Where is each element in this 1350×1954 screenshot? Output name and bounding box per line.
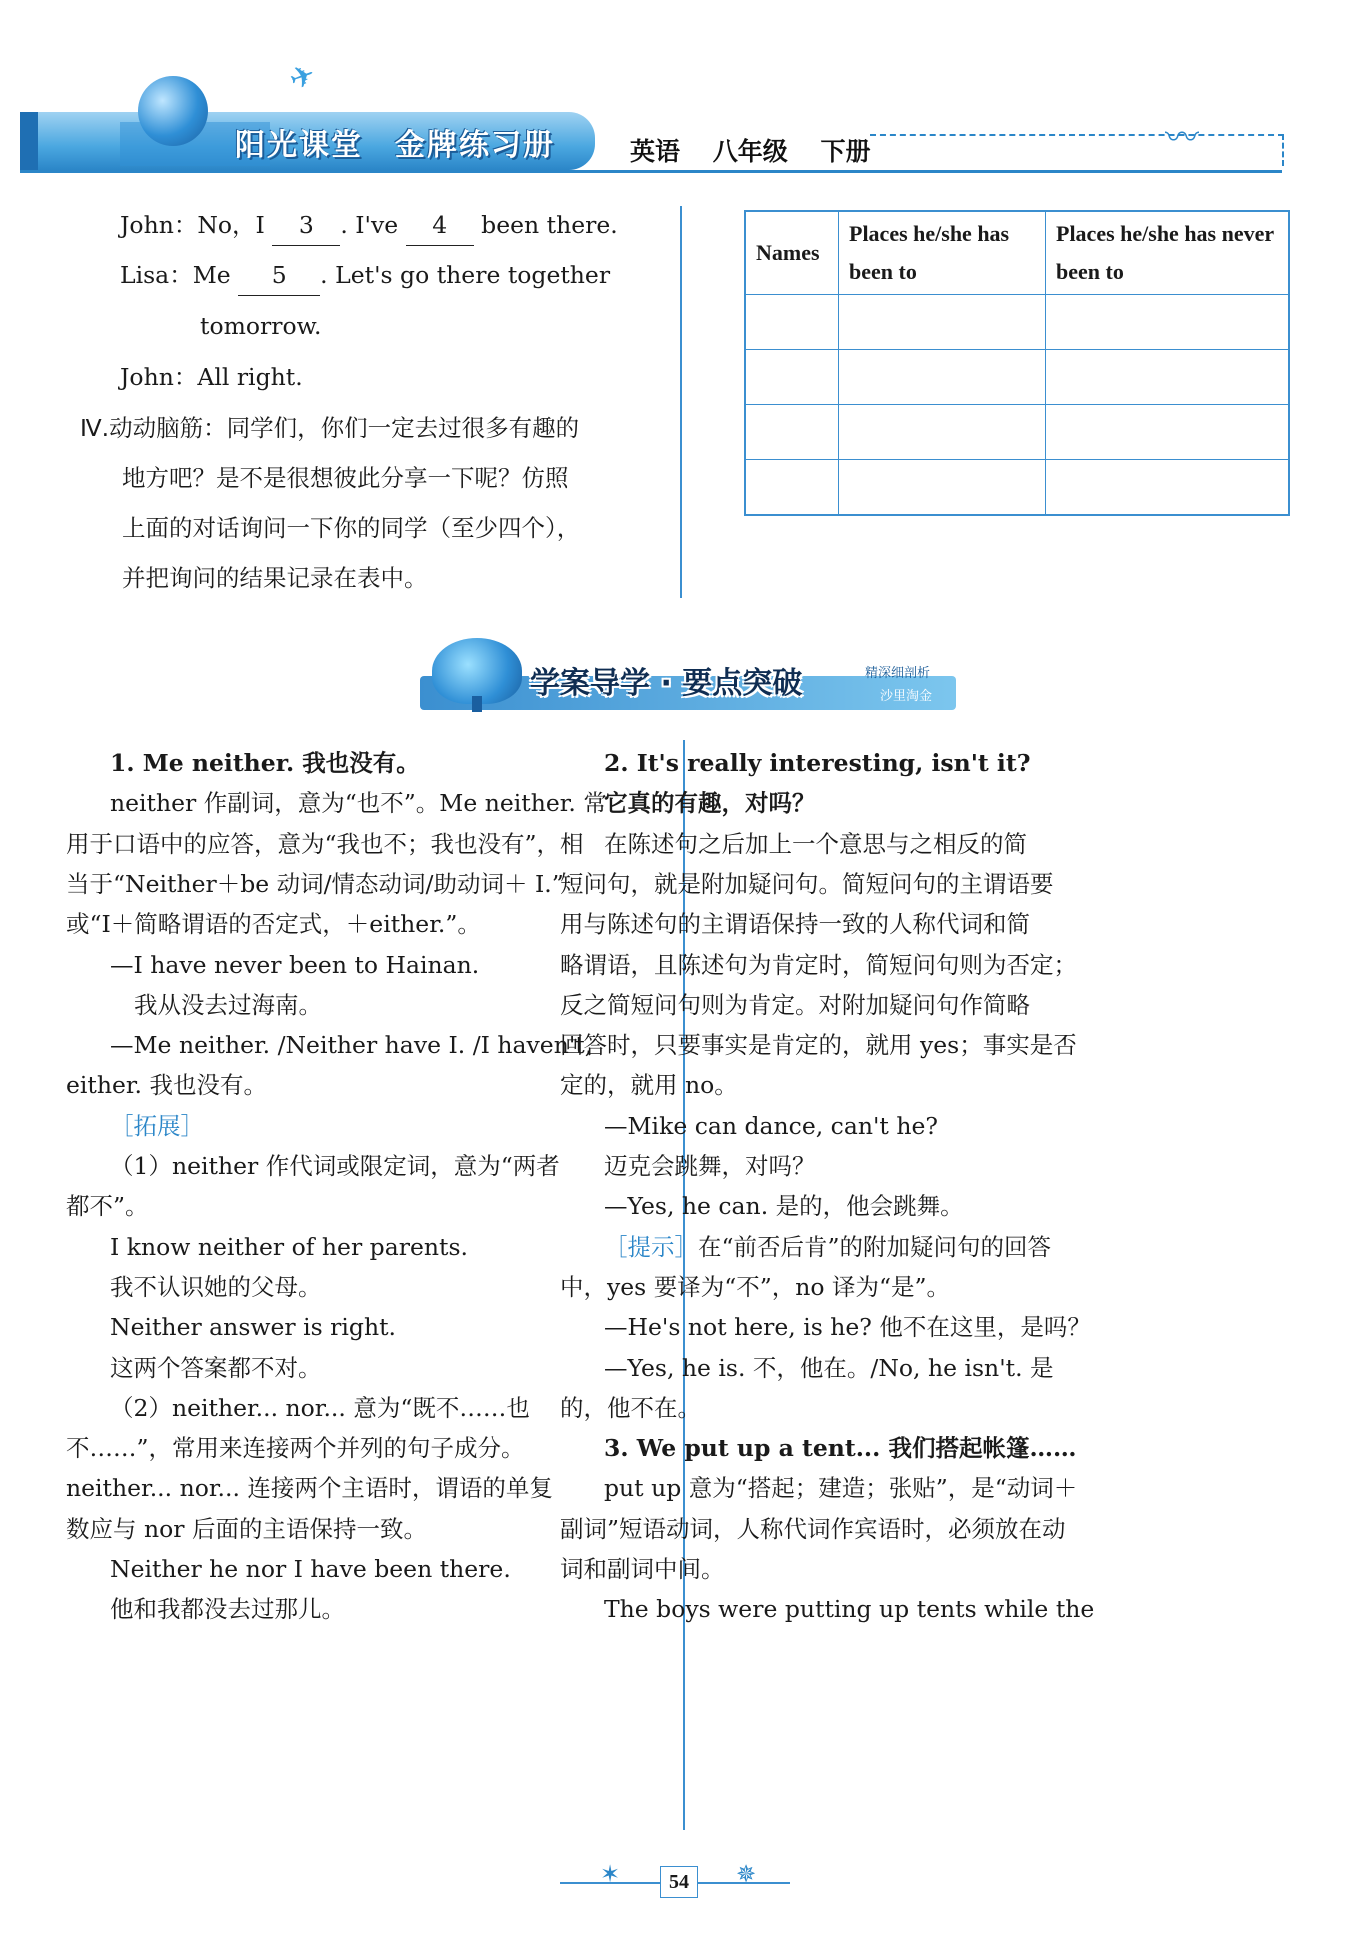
text-line: The boys were putting up tents while the [604,1595,1095,1624]
dialogue-text: All right. [197,363,303,391]
text-line: ［提示］在“前否后肯”的附加疑问句的回答 [604,1232,1052,1261]
table-cell[interactable] [1046,405,1290,460]
tree-trunk [472,696,482,712]
text-line: 的，他不在。 [560,1393,701,1422]
dialogue-line-3: tomorrow. [200,312,322,340]
text-line: neither... nor... 连接两个主语时，谓语的单复 [66,1474,553,1503]
subject-label: 英语 [630,137,681,166]
text-line: I know neither of her parents. [110,1232,468,1261]
page-number: 54 [660,1866,698,1898]
table-cell[interactable] [839,460,1046,516]
text-line: 反之简短问句则为肯定。对附加疑问句作简略 [560,990,1030,1019]
dialogue-text: been there. [481,211,618,239]
series-title: 阳光课堂 金牌练习册 [235,128,555,163]
star-icon: ✶ [600,1860,621,1888]
globe-icon [138,76,208,146]
header-dashed-frame [870,134,1284,166]
tip-tag: ［提示］ [604,1232,698,1261]
text-line: Neither answer is right. [110,1313,396,1342]
table-cell[interactable] [1046,460,1290,516]
text-line: （1）neither 作代词或限定词，意为“两者 [110,1152,560,1180]
section-banner [420,652,956,714]
section-subtitle-1: 精深细剖析 [865,666,931,681]
dialogue-text: . I've [340,211,399,239]
text-line: neither 作副词，意为“也不”。Me neither. 常 [110,789,607,818]
page-footer [560,1860,790,1900]
paper-plane-icon: ✈ [284,56,321,99]
answer-blank: 3 [272,205,340,246]
text-line: 定的，就用 no。 [560,1071,738,1100]
text-line: Neither he nor I have been there. [110,1555,511,1583]
text-line: 或“I＋简略谓语的否定式，＋either.”。 [66,910,481,939]
text-line: put up 意为“搭起；建造；张贴”，是“动词＋ [604,1474,1078,1503]
text-line: 不……”，常用来连接两个并列的句子成分。 [66,1434,525,1463]
table-header-never-been-to: Places he/she has never been to [1046,211,1290,295]
table-cell[interactable] [745,460,839,516]
text-line: either. 我也没有。 [66,1071,268,1100]
table-cell[interactable] [745,350,839,405]
table-cell[interactable] [839,350,1046,405]
table-cell[interactable] [1046,350,1290,405]
answer-blank: 4 [406,205,474,246]
table-header-been-to: Places he/she has been to [839,211,1046,295]
top-column-divider [680,206,682,598]
record-table [744,210,1290,516]
header-rule [20,170,1282,173]
text-line: 他和我都没去过那儿。 [110,1595,345,1624]
exercise-4-line-4: 并把询问的结果记录在表中。 [122,564,428,592]
speaker-label: Lisa： [120,261,193,289]
text-line: 副词”短语动词，人称代词作宾语时，必须放在动 [560,1514,1066,1543]
text-line: 回答时，只要事实是肯定的，就用 yes；事实是否 [560,1031,1077,1060]
speaker-label: John： [120,363,198,391]
text-line: 数应与 nor 后面的主语保持一致。 [66,1514,427,1543]
tree-icon [432,638,522,704]
volume-label: 下册 [820,137,871,166]
table-header-names: Names [745,211,839,295]
text-line: ［拓展］ [110,1111,204,1140]
text-line: 用于口语中的应答，意为“我也不；我也没有”，相 [66,829,584,858]
text-line: （2）neither... nor... 意为“既不……也 [110,1393,530,1422]
page-header [20,112,1282,170]
text-line: 都不”。 [66,1192,149,1221]
text-line: 在陈述句之后加上一个意思与之相反的简 [604,829,1027,858]
dialogue-text: Me [192,261,231,289]
table-cell[interactable] [839,405,1046,460]
text-line: 中，yes 要译为“不”，no 译为“是”。 [560,1272,951,1301]
text-line: 我从没去过海南。 [134,990,322,1019]
pinwheel-icon: ✵ [736,1860,757,1888]
text-line: —He's not here, is he? 他不在这里，是吗？ [604,1313,1091,1342]
text-line: 这两个答案都不对。 [110,1353,322,1382]
text-line: 略谓语，且陈述句为肯定时，简短问句则为否定； [560,950,1077,979]
text-line: 它真的有趣，对吗？ [604,789,816,818]
text-line: 1. Me neither. 我也没有。 [110,749,420,777]
dialogue-line-4 [120,352,303,402]
text-line: —Yes, he is. 不，他在。/No, he isn't. 是 [604,1353,1054,1382]
exercise-4-line-2: 地方吧？是不是很想彼此分享一下呢？仿照 [122,464,569,492]
table-cell[interactable] [745,405,839,460]
text-line: 用与陈述句的主谓语保持一致的人称代词和简 [560,910,1030,939]
text-line: 当于“Neither＋be 动词/情态动词/助动词＋ I.” [66,869,564,898]
dialogue-line-2 [120,250,610,300]
section-title: 学案导学 · 要点突破 [530,666,803,701]
birds-icon: 〰 [1165,118,1199,158]
speaker-label: John： [120,211,198,239]
answer-blank: 5 [238,255,320,296]
text-line: 我不认识她的父母。 [110,1272,322,1301]
text-line: 短问句，就是附加疑问句。简短问句的主谓语要 [560,869,1054,898]
text-line: —I have never been to Hainan. [110,950,480,979]
table-cell[interactable] [839,295,1046,350]
table-cell[interactable] [745,295,839,350]
text-line: 2. It's really interesting, isn't it? [604,749,1031,777]
text-line: 3. We put up a tent... 我们搭起帐篷…… [604,1434,1077,1463]
text-line: —Me neither. /Neither have I. /I haven't, [110,1031,593,1060]
header-stripe [20,112,38,170]
text-line: 词和副词中间。 [560,1555,725,1583]
dialogue-text: No，I [197,211,265,239]
table-cell[interactable] [1046,295,1290,350]
exercise-4-line-1: Ⅳ.动动脑筋：同学们，你们一定去过很多有趣的 [80,414,580,442]
text-line: —Mike can dance, can't he? [604,1111,938,1140]
grade-label: 八年级 [712,137,788,166]
dialogue-text: . Let's go there together [320,261,611,289]
section-subtitle-2: 沙里淘金 [880,689,933,704]
dialogue-line-1 [120,200,618,250]
exercise-4-line-3: 上面的对话询问一下你的同学（至少四个）， [122,514,581,542]
text-line: —Yes, he can. 是的，他会跳舞。 [604,1192,964,1221]
book-meta [630,132,870,168]
text-line: 迈克会跳舞，对吗？ [604,1152,816,1180]
exercise-number: Ⅳ. [80,414,110,442]
